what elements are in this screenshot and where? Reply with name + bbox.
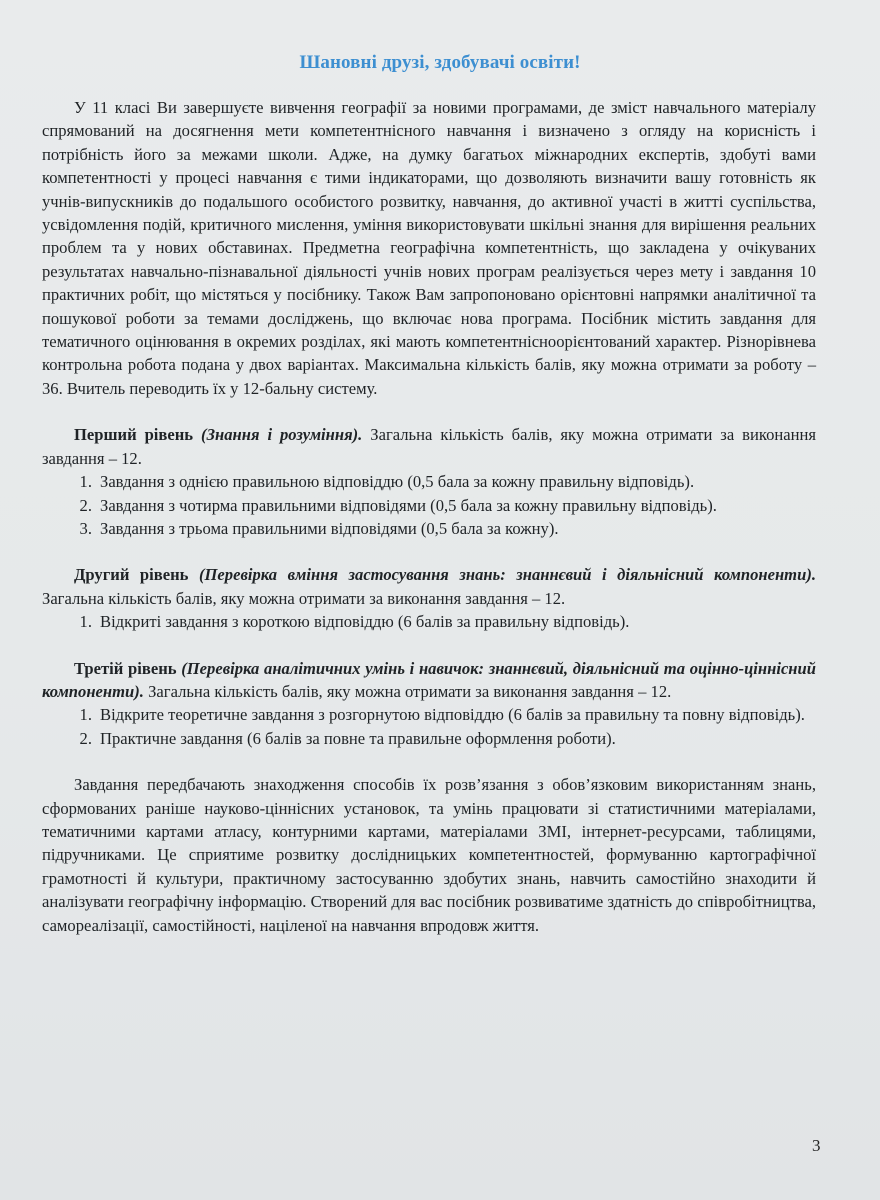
intro-paragraph: У 11 класі Ви завершуєте вивчення географії за новими програмами, де зміст навчального матеріалу спрямований на досягнення мети компетентнісного навчання і визначено з огляду на корисність і потрібність його за межами школи. Адже, на думку багатьох міжнародних експертів, здобуті вами компетентності у процесі навчання є тими індикаторами, що дозволяють визначити вашу готовність як учнів-випускників до подальшого особистого розвитку, навчання, до активної участі в житті суспільства, усвідомлення подій, критичного мислення, уміння використовувати шкільні знання для вирішення реальних проблем та у нових обставинах. Предметна географічна компетентність, що закладена у очікуваних результатах навчально-пізнавальної діяльності учнів нових програм реалізується через мету і завдання 10 практичних робіт, що містяться у посібнику. Також Вам запропоновано орієнтовні напрямки аналітичної та пошукової роботи за темами досліджень, що включає нова програма. Посібник містить завдання для тематичного оцінювання в окремих розділах, які мають компетентнісноорієнтований характер. Різнорівнева контрольна робота подана у двох варіантах. Максимальна кількість балів, яку можна отримати за роботу – 36. Вчитель переводить їх у 12-бальну систему. <box>42 98 816 398</box>
page-title: Шановні друзі, здобувачі освіти! <box>299 52 581 73</box>
list-item-number: 1. <box>79 472 92 492</box>
page-number: 3 <box>812 1136 821 1155</box>
list-item <box>42 517 816 540</box>
list-item <box>42 703 816 726</box>
level-1-heading <box>42 423 816 470</box>
level-2-heading <box>42 563 816 610</box>
list-item-text: Відкрите теоретичне завдання з розгорнутою відповіддю (6 балів за правильну та повну відповідь). <box>100 705 805 725</box>
list-item-text: Завдання з трьома правильними відповідями (0,5 бала за кожну). <box>100 518 559 538</box>
list-item-number: 1. <box>79 705 92 725</box>
level-3-name: Третій рівень <box>74 658 177 678</box>
level-3-section <box>42 657 816 751</box>
level-1-section <box>42 423 816 540</box>
level-1-text: Загальна кількість балів, яку можна отримати за виконання завдання – 12. <box>42 425 817 468</box>
page-body <box>42 96 816 937</box>
list-item-number: 3. <box>79 518 92 538</box>
list-item-text: Практичне завдання (6 балів за повне та правильне оформлення роботи). <box>100 728 616 748</box>
level-2-text: Загальна кількість балів, яку можна отримати за виконання завдання – 12. <box>42 588 566 608</box>
list-item <box>42 470 816 493</box>
closing-paragraph: Завдання передбачають знаходження способів їх розв’язання з обов’язковим використанням знань, сформованих раніше науково-ціннісних установок, та умінь працювати зі статистичними матеріалами, тематичними картами атласу, контурними картами, матеріалами ЗМІ, інтернет-ресурсами, таблицями, підручниками. Це сприятиме розвитку дослідницьких компетентностей, формуванню картографічної грамотності й культури, практичному застосуванню здобутих знань, навчить самостійно знаходити й аналізувати географічну інформацію. Створений для вас посібник розвиватиме здатність до співробітництва, самореалізації, самостійності, націленої на навчання впродовж життя. <box>42 775 816 935</box>
level-2-section <box>42 563 816 633</box>
level-1-name: Перший рівень <box>74 425 194 445</box>
list-item-number: 2. <box>79 728 92 748</box>
list-item-text: Відкриті завдання з короткою відповіддю (6 балів за правильну відповідь). <box>100 612 630 632</box>
list-item-number: 1. <box>79 612 92 632</box>
level-2-description: (Перевірка вміння застосування знань: знаннєвий і діяльнісний компоненти). <box>199 565 816 585</box>
list-item <box>42 727 816 750</box>
level-1-description: (Знання і розуміння). <box>201 425 363 445</box>
level-3-description: (Перевірка аналітичних умінь і навичок: знаннєвий, діяльнісний та оцінно-ціннісний компоненти). <box>42 658 816 701</box>
list-item-text: Завдання з однією правильною відповіддю (0,5 бала за кожну правильну відповідь). <box>100 472 695 492</box>
list-item <box>42 610 816 633</box>
level-2-name: Другий рівень <box>74 565 189 585</box>
list-item-number: 2. <box>79 495 92 515</box>
level-3-text: Загальна кількість балів, яку можна отримати за виконання завдання – 12. <box>148 681 672 701</box>
list-item <box>42 494 816 517</box>
list-item-text: Завдання з чотирма правильними відповідями (0,5 бала за кожну правильну відповідь). <box>100 495 717 515</box>
level-3-heading <box>42 657 816 704</box>
